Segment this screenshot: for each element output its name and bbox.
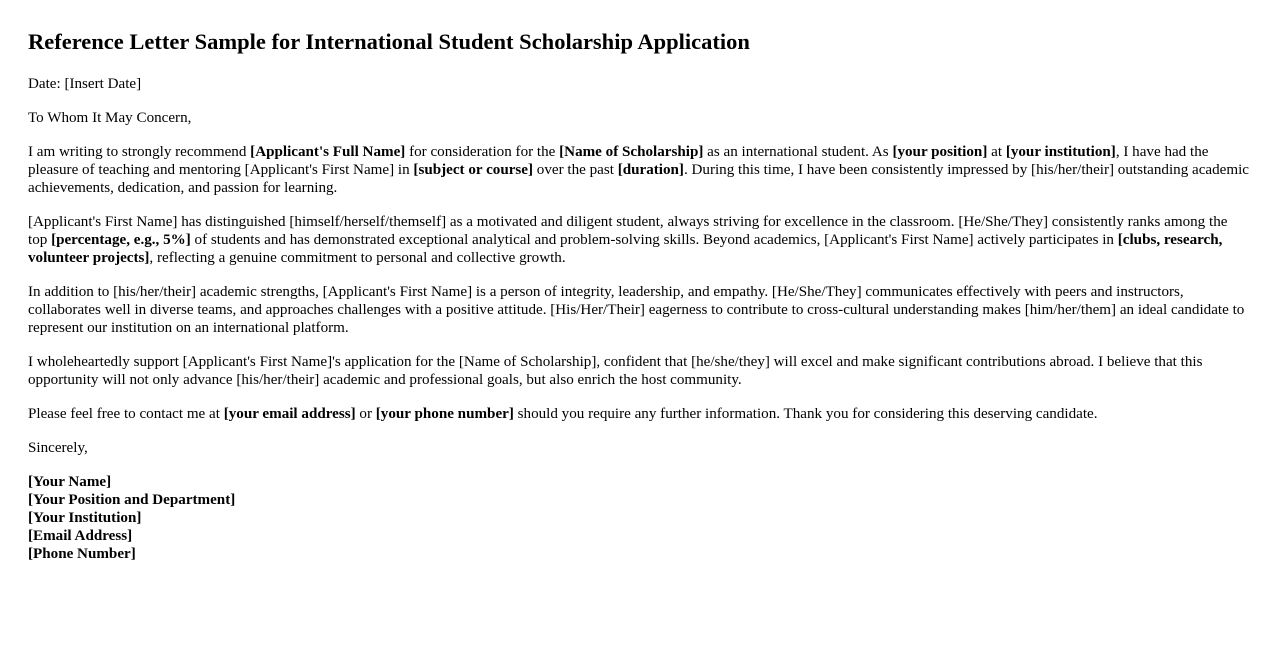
paragraph-academics xyxy=(28,213,1250,267)
placeholder-duration: [duration] xyxy=(617,162,684,178)
paragraph-character: In addition to [his/her/their] academic strengths, [Applicant's First Name] is a person of integrity, leadership, and empathy. [He/She/They] communicates effectively with peers and instructors, collaborates well in diverse teams, and approaches challenges with a positive attitude. [His/Her/Their] eagerness to contribute to cross-cultural understanding makes [him/her/them] an ideal candidate to represent our institution on an international platform. xyxy=(28,284,1245,336)
placeholder-phone-number: [your phone number] xyxy=(375,406,514,422)
placeholder-your-position: [your position] xyxy=(892,144,988,160)
text-segment: , I have had the pleasure of teaching and mentoring [Applicant's First Name] in xyxy=(28,144,1209,178)
paragraph-support: I wholeheartedly support [Applicant's First Name]'s application for the [Name of Scholarship], confident that [he/she/they] will excel and make significant contributions abroad. I believe that this opportunity will not only advance [his/her/their] academic and professional goals, but also enrich the host community. xyxy=(28,354,1203,388)
signature-email: [Email Address] xyxy=(28,528,133,544)
signature-position: [Your Position and Department] xyxy=(28,492,236,508)
text-segment: or xyxy=(355,406,376,422)
placeholder-email-address: [your email address] xyxy=(223,406,356,422)
text-segment: , reflecting a genuine commitment to personal and collective growth. xyxy=(149,250,566,266)
text-segment: I am writing to strongly recommend xyxy=(28,144,251,160)
text-segment: should you require any further information. Thank you for considering this deserving candidate. xyxy=(513,406,1098,422)
closing: Sincerely, xyxy=(28,440,88,456)
signature-phone: [Phone Number] xyxy=(28,546,136,562)
placeholder-applicant-full-name: [Applicant's Full Name] xyxy=(250,144,406,160)
salutation: To Whom It May Concern, xyxy=(28,110,192,126)
page-title: Reference Letter Sample for International Student Scholarship Application xyxy=(28,29,750,54)
text-segment: Please feel free to contact me at xyxy=(28,406,224,422)
signature-name: [Your Name] xyxy=(28,474,112,490)
text-segment: at xyxy=(987,144,1006,160)
text-segment: [Applicant's First Name] has distinguished [himself/herself/themself] as a motivated and diligent student, always striving for excellence in the classroom. [He/She/They] consistently ranks among the top xyxy=(28,214,1228,248)
placeholder-your-institution: [your institution] xyxy=(1005,144,1116,160)
signature-institution: [Your Institution] xyxy=(28,510,142,526)
text-segment: of students and has demonstrated exceptional analytical and problem-solving skills. Beyond academics, [Applicant's First Name] actively participates in xyxy=(190,232,1118,248)
placeholder-activities: [clubs, research, volunteer projects] xyxy=(28,232,1223,266)
placeholder-scholarship-name: [Name of Scholarship] xyxy=(559,144,704,160)
text-segment: as an international student. As xyxy=(703,144,893,160)
date-line: Date: [Insert Date] xyxy=(28,76,142,92)
placeholder-percentage: [percentage, e.g., 5%] xyxy=(51,232,191,248)
text-segment: for consideration for the xyxy=(405,144,560,160)
paragraph-introduction xyxy=(28,143,1250,197)
placeholder-subject-or-course: [subject or course] xyxy=(413,162,534,178)
paragraph-contact xyxy=(28,405,1250,423)
text-segment: over the past xyxy=(533,162,618,178)
signature-block xyxy=(28,473,1250,563)
text-segment: . During this time, I have been consistently impressed by [his/her/their] outstanding academic achievements, dedication, and passion for learning. xyxy=(28,162,1249,196)
